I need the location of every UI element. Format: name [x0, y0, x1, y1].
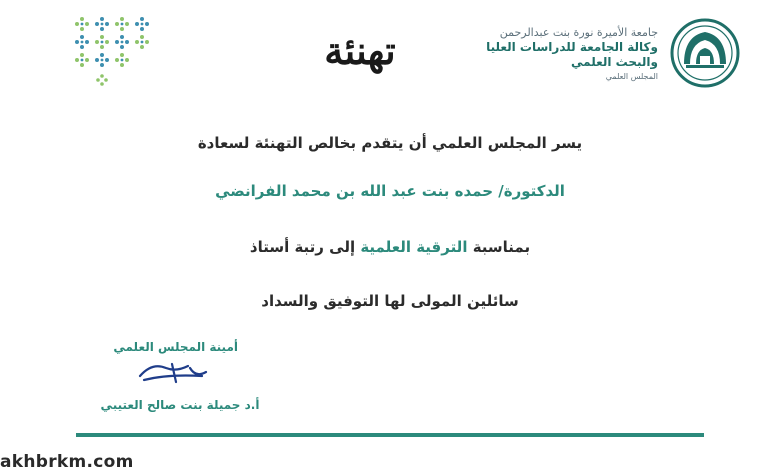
occasion-line — [0, 238, 780, 256]
university-logo-icon — [670, 18, 740, 88]
card-title — [300, 18, 420, 82]
occasion-prefix: بمناسبة — [467, 238, 531, 256]
institution-name-block — [458, 26, 658, 84]
handwritten-signature-icon — [132, 356, 216, 386]
signatory-title: أمينة المجلس العلمي — [113, 340, 238, 354]
occasion-suffix: إلى رتبة أستاذ — [249, 238, 361, 256]
agency-name-line2: والبحث العلمي — [571, 55, 658, 69]
decorative-pattern-icon — [66, 14, 158, 86]
signatory-name: أ.د جميلة بنت صالح العتيبي — [100, 398, 260, 412]
agency-name-line1: وكالة الجامعة للدراسات العليا — [486, 40, 658, 54]
site-watermark: akhbrkm.com — [0, 452, 134, 472]
council-name: المجلس العلمي — [605, 72, 658, 81]
footer-divider — [76, 433, 704, 437]
intro-line: يسر المجلس العلمي أن يتقدم بخالص التهنئة لسعادة — [197, 134, 583, 152]
wish-line: سائلين المولى لها التوفيق والسداد — [261, 292, 519, 310]
recipient-name: الدكتورة/ حمده بنت عبد الله بن محمد الفرانضي — [215, 182, 565, 200]
card-title-text: تهنئة — [324, 28, 396, 73]
occasion-highlight: الترقية العلمية — [360, 238, 468, 256]
university-name: جامعة الأميرة نورة بنت عبدالرحمن — [499, 26, 658, 39]
